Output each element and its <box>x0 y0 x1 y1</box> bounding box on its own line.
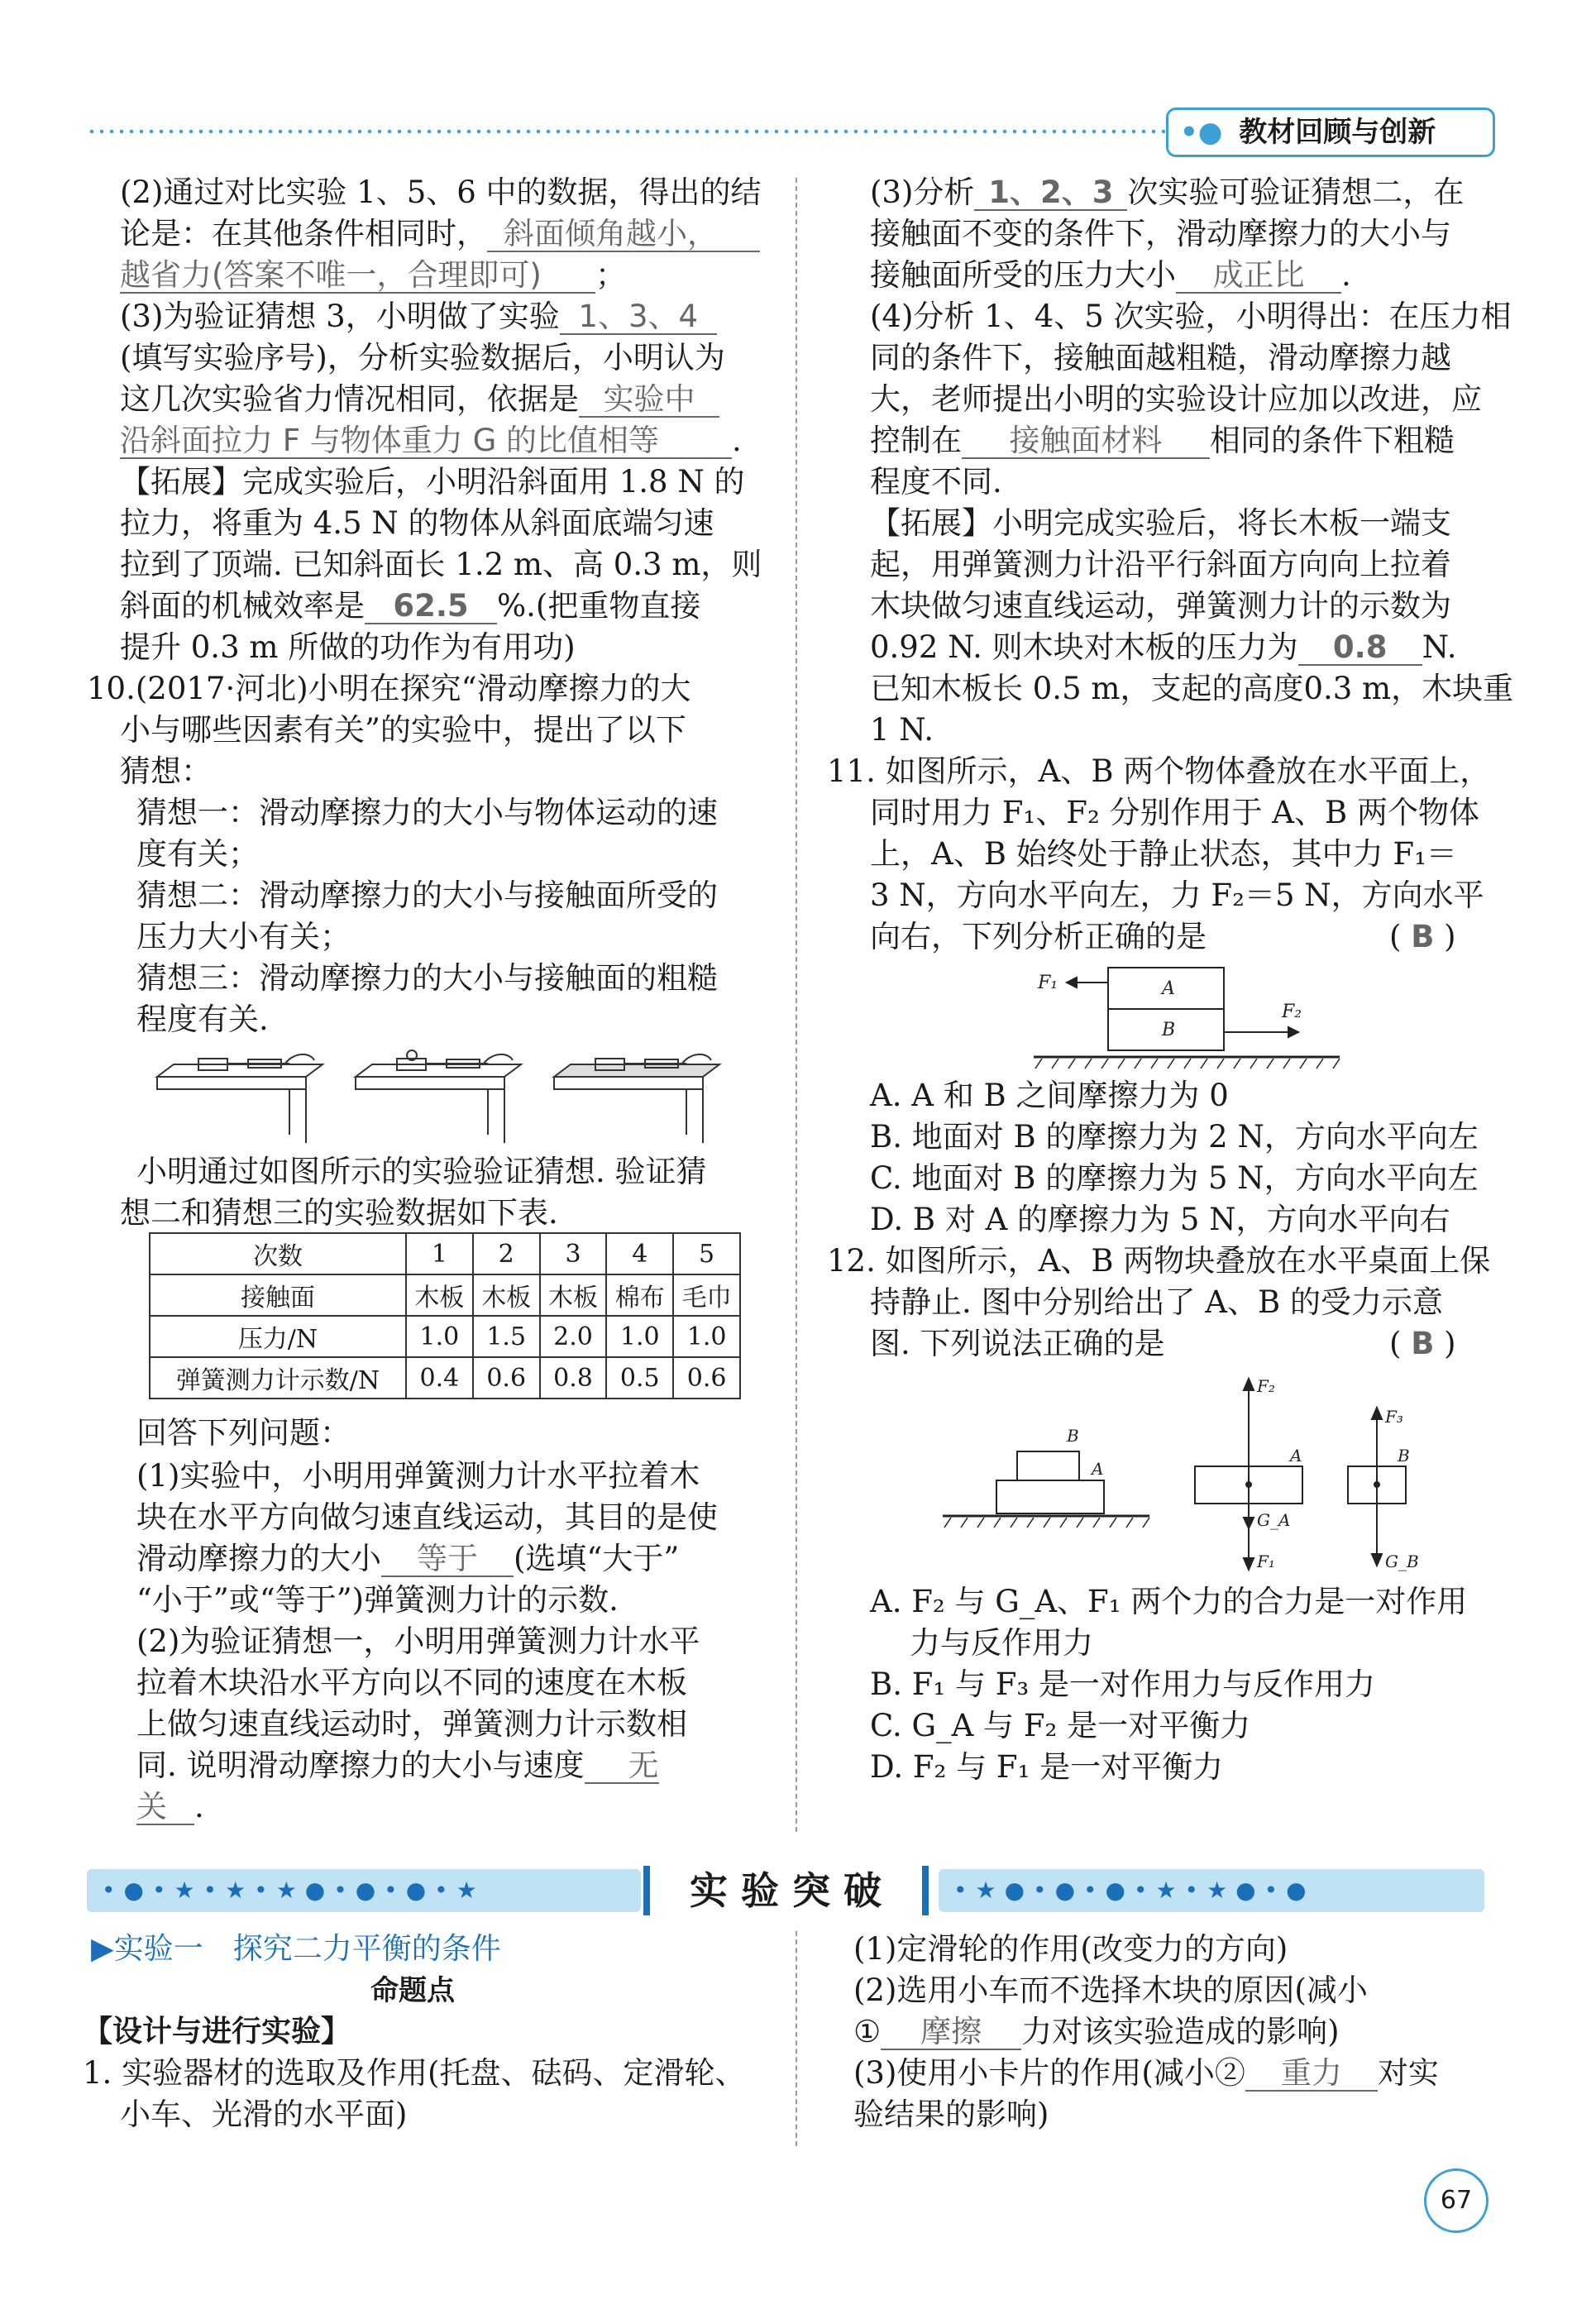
text-line: 向右，下列分析正确的是 <box>870 919 1207 954</box>
text-line: 接触面不变的条件下，滑动摩擦力的大小与 <box>870 216 1451 251</box>
text-line: 拉着木块沿水平方向以不同的速度在木板 <box>136 1665 687 1700</box>
option-a: A. F₂ 与 G_A、F₁ 两个力的合力是一对作用 <box>870 1584 1468 1619</box>
text-line: (4)分析 1、4、5 次实验，小明得出：在压力相 <box>870 299 1512 334</box>
svg-text:B: B <box>1067 1426 1079 1446</box>
text-line: 想二和猜想三的实验数据如下表. <box>120 1195 558 1231</box>
text-line: 猜想： <box>120 753 212 789</box>
text-line: 回答下列问题： <box>136 1415 351 1451</box>
text-line: 控制在 接触面材料 相同的条件下粗糙 <box>870 423 1455 458</box>
text-line: 0.92 N. 则木块对木板的压力为 0.8 N. <box>870 629 1457 665</box>
svg-text:G_A: G_A <box>1257 1510 1291 1530</box>
text-line: 关 . <box>136 1789 204 1824</box>
text-line: 同. 说明滑动摩擦力的大小与速度 无 <box>136 1748 659 1783</box>
answer-blank: 0.8 <box>1298 631 1422 666</box>
friction-experiment-figure <box>149 1044 761 1147</box>
stars-icon: •★●•●•●•★•★●•● <box>953 1877 1315 1904</box>
text-line: 同时用力 F₁、F₂ 分别作用于 A、B 两个物体 <box>870 795 1479 830</box>
badge-title: 教材回顾与创新 <box>1239 116 1436 149</box>
text-line: (1)实验中，小明用弹簧测力计水平拉着木 <box>136 1458 700 1494</box>
q11-figure <box>1025 959 1348 1071</box>
subtitle: 命题点 <box>370 1974 455 2007</box>
svg-text:F₂: F₂ <box>1282 1002 1302 1022</box>
text-line: 猜想一：滑动摩擦力的大小与物体运动的速 <box>136 795 718 830</box>
stars-icon: •●•★•★•★●•●•●•★ <box>102 1877 485 1904</box>
answer-blank: 1、2、3 <box>974 176 1127 211</box>
header-dotted-line <box>87 129 1170 134</box>
text-line: 已知木板长 0.5 m，支起的高度0.3 m，木块重 <box>870 671 1514 706</box>
text-line: 拉力，将重为 4.5 N 的物体从斜面底端匀速 <box>120 505 714 541</box>
q12-figure <box>934 1369 1447 1575</box>
answer-blank: 关 <box>136 1791 194 1825</box>
text-line: 滑动摩擦力的大小 等于 (选填“大于” <box>136 1541 680 1576</box>
dots-icon: •● <box>1180 116 1223 149</box>
question-10: 10.(2017·河北)小明在探究“滑动摩擦力的大 <box>87 671 691 706</box>
text-line: (2)选用小车而不选择木块的原因(减小 <box>853 1972 1368 2008</box>
answer-choice: ( B ) <box>1389 919 1456 954</box>
text-line: 1 N. <box>870 712 934 748</box>
option-b: B. F₁ 与 F₃ 是一对作用力与反作用力 <box>870 1666 1376 1702</box>
text-line: 块在水平方向做匀速直线运动，其目的是使 <box>136 1499 718 1535</box>
data-table <box>149 1232 741 1399</box>
setup-1 <box>157 1054 323 1143</box>
text-line: (2)为验证猜想一，小明用弹簧测力计水平 <box>136 1623 700 1659</box>
column-divider <box>796 1931 797 2146</box>
svg-text:A: A <box>1092 1459 1104 1479</box>
text-line: (2)通过对比实验 1、5、6 中的数据，得出的结 <box>120 175 762 210</box>
text-line: 大，老师提出小明的实验设计应加以改进，应 <box>870 381 1482 417</box>
svg-text:F₁: F₁ <box>1257 1552 1275 1571</box>
banner-bar <box>643 1866 650 1915</box>
text-line: 【拓展】完成实验后，小明沿斜面用 1.8 N 的 <box>120 464 745 500</box>
text-line: 越省力(答案不唯一，合理即可) ； <box>120 257 626 293</box>
text-line: 小与哪些因素有关”的实验中，提出了以下 <box>120 712 686 748</box>
text-line: 度有关； <box>136 836 259 872</box>
svg-text:A: A <box>1162 978 1175 999</box>
text-line: 拉到了顶端. 已知斜面长 1.2 m、高 0.3 m，则 <box>120 547 762 582</box>
section-banner-title: 实 验 突 破 <box>689 1868 882 1913</box>
text-line: 压力大小有关； <box>136 919 351 954</box>
text-line: 小车、光滑的水平面) <box>120 2097 408 2132</box>
text-line: (3)分析 1、2、3 次实验可验证猜想二，在 <box>870 175 1465 210</box>
text-line: 持静止. 图中分别给出了 A、B 的受力示意 <box>870 1284 1443 1320</box>
page-number: 67 <box>1424 2168 1488 2233</box>
answer-blank: 重力 <box>1245 2057 1378 2092</box>
text-line: (1)定滑轮的作用(改变力的方向) <box>853 1931 1288 1967</box>
text-line: 论是：在其他条件相同时， 斜面倾角越小， <box>120 213 760 255</box>
text-line: 这几次实验省力情况相同，依据是 实验中 <box>120 379 719 420</box>
question-11: 11. 如图所示，A、B 两个物体叠放在水平面上， <box>827 753 1491 789</box>
question-12: 12. 如图所示，A、B 两物块叠放在水平桌面上保 <box>827 1243 1491 1279</box>
answer-blank: 摩擦 <box>881 2015 1021 2050</box>
text-line: 斜面的机械效率是 62.5 %.(把重物直接 <box>120 588 701 624</box>
banner-left-decoration <box>87 1869 641 1912</box>
text-line: 【拓展】小明完成实验后，将长木板一端支 <box>870 505 1451 541</box>
banner-right-decoration <box>939 1869 1484 1912</box>
text-line: 猜想二：滑动摩擦力的大小与接触面所受的 <box>136 877 718 913</box>
svg-text:F₁: F₁ <box>1038 973 1058 993</box>
text-line: 接触面所受的压力大小 成正比 . <box>870 257 1351 293</box>
answer-blank: 无 <box>585 1749 659 1784</box>
design-heading: 【设计与进行实验】 <box>83 2015 351 2049</box>
setup-3 <box>554 1054 719 1143</box>
table-row: 压力/N 1.0 1.5 2.0 1.0 1.0 <box>150 1316 740 1357</box>
text-line: 验结果的影响) <box>853 2097 1049 2132</box>
text-line: 力与反作用力 <box>910 1625 1093 1661</box>
setup-2 <box>356 1050 521 1143</box>
text-line: 程度不同. <box>870 464 1002 500</box>
text-line: 提升 0.3 m 所做的功作为有用功) <box>120 629 576 665</box>
text-line: 小明通过如图所示的实验验证猜想. 验证猜 <box>136 1154 707 1189</box>
answer-blank: 越省力(答案不唯一，合理即可) <box>120 259 595 294</box>
svg-text:A: A <box>1290 1446 1302 1466</box>
answer-blank: 等于 <box>381 1542 514 1577</box>
svg-text:F₃: F₃ <box>1385 1407 1403 1427</box>
text-line: ① 摩擦 力对该实验造成的影响) <box>853 2014 1340 2049</box>
text-line: 上，A、B 始终处于静止状态，其中力 F₁＝ <box>870 836 1457 872</box>
answer-blank: 实验中 <box>579 383 719 418</box>
banner-bar <box>922 1866 929 1915</box>
svg-text:G_B: G_B <box>1385 1552 1419 1571</box>
section-badge <box>1166 108 1495 157</box>
option-b: B. 地面对 B 的摩擦力为 2 N，方向水平向左 <box>870 1119 1479 1155</box>
option-c: C. G_A 与 F₂ 是一对平衡力 <box>870 1708 1251 1743</box>
text-line: (3)使用小卡片的作用(减小② 重力 对实 <box>853 2055 1439 2091</box>
svg-text:F₂: F₂ <box>1257 1376 1275 1396</box>
text-line: 1. 实验器材的选取及作用(托盘、砝码、定滑轮、 <box>83 2055 746 2091</box>
answer-blank: 62.5 <box>365 590 497 624</box>
option-a: A. A 和 B 之间摩擦力为 0 <box>870 1078 1229 1113</box>
column-divider <box>796 178 797 1832</box>
answer-blank: 成正比 <box>1176 259 1341 294</box>
text-line: 3 N，方向水平向左，力 F₂＝5 N，方向水平 <box>870 877 1484 913</box>
answer-blank: 沿斜面拉力 F 与物体重力 G 的比值相等 <box>120 424 732 459</box>
triangle-icon: ▶ <box>91 1932 114 1966</box>
experiment-title: ▶实验一 探究二力平衡的条件 <box>91 1932 501 1966</box>
text-line: 猜想三：滑动摩擦力的大小与接触面的粗糙 <box>136 960 718 996</box>
table-row: 接触面 木板 木板 木板 棉布 毛巾 <box>150 1274 740 1316</box>
text-line: 上做匀速直线运动时，弹簧测力计示数相 <box>136 1706 687 1742</box>
text-line: 沿斜面拉力 F 与物体重力 G 的比值相等 . <box>120 423 742 458</box>
option-c: C. 地面对 B 的摩擦力为 5 N，方向水平向左 <box>870 1160 1479 1196</box>
text-line: 图. 下列说法正确的是 <box>870 1326 1165 1361</box>
answer-blank: 斜面倾角越小， <box>487 218 760 252</box>
table-row: 次数 1 2 3 4 5 <box>150 1233 740 1274</box>
option-d: D. B 对 A 的摩擦力为 5 N，方向水平向右 <box>870 1202 1450 1237</box>
option-d: D. F₂ 与 F₁ 是一对平衡力 <box>870 1749 1224 1785</box>
text-line: 木块做匀速直线运动，弹簧测力计的示数为 <box>870 588 1451 624</box>
text-line: “小于”或“等于”)弹簧测力计的示数. <box>136 1582 619 1618</box>
text-line: (填写实验序号)，分析实验数据后，小明认为 <box>120 340 725 375</box>
answer-blank: 1、3、4 <box>560 300 717 335</box>
svg-text:B: B <box>1398 1446 1410 1466</box>
text-line: 程度有关. <box>136 1002 269 1037</box>
answer-choice: ( B ) <box>1389 1326 1456 1361</box>
table-row: 弹簧测力计示数/N 0.4 0.6 0.8 0.5 0.6 <box>150 1357 740 1399</box>
answer-blank: 接触面材料 <box>962 424 1210 459</box>
text-line: (3)为验证猜想 3，小明做了实验 1、3、4 <box>120 296 717 337</box>
text-line: 起，用弹簧测力计沿平行斜面方向向上拉着 <box>870 547 1451 582</box>
text-line: 同的条件下，接触面越粗糙，滑动摩擦力越 <box>870 340 1451 375</box>
svg-text:B: B <box>1162 1020 1176 1040</box>
